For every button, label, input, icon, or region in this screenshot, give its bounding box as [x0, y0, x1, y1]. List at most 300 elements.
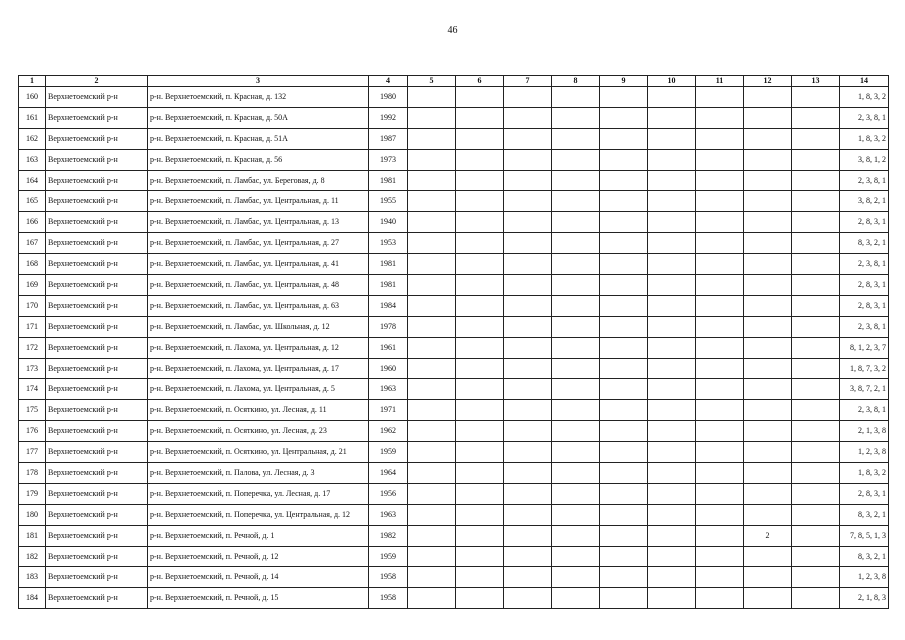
- table-cell-col-10: [648, 128, 696, 149]
- table-cell-col-5: [408, 442, 456, 463]
- table-cell-col-8: [552, 442, 600, 463]
- table-body: [19, 87, 889, 609]
- table-cell-col-5: [408, 358, 456, 379]
- table-cell-col-1: 167: [19, 233, 46, 254]
- table-cell-col-12: [744, 212, 792, 233]
- table-cell-col-5: [408, 233, 456, 254]
- table-cell-col-9: [600, 191, 648, 212]
- table-cell-col-8: [552, 316, 600, 337]
- table-row: [19, 149, 889, 170]
- table-cell-col-7: [504, 588, 552, 609]
- table-row: [19, 295, 889, 316]
- table-cell-col-2: Верхнетоемский р-н: [46, 87, 148, 108]
- table-cell-col-8: [552, 128, 600, 149]
- table-cell-col-1: 168: [19, 254, 46, 275]
- table-cell-col-5: [408, 191, 456, 212]
- table-cell-col-13: [792, 149, 840, 170]
- table-cell-col-6: [456, 107, 504, 128]
- table-cell-col-11: [696, 107, 744, 128]
- table-row: [19, 275, 889, 296]
- table-cell-col-3: р-н. Верхнетоемский, п. Красная, д. 132: [148, 87, 369, 108]
- column-header-8: 8: [552, 76, 600, 87]
- table-cell-col-12: [744, 191, 792, 212]
- table-row: [19, 337, 889, 358]
- table-cell-col-7: [504, 275, 552, 296]
- table-cell-col-3: р-н. Верхнетоемский, п. Ламбас, ул. Центральная, д. 48: [148, 275, 369, 296]
- table-cell-col-10: [648, 87, 696, 108]
- table-cell-col-1: 177: [19, 442, 46, 463]
- table-cell-col-14: 2, 3, 8, 1: [840, 170, 889, 191]
- table-cell-col-7: [504, 295, 552, 316]
- table-cell-col-7: [504, 170, 552, 191]
- table-cell-col-1: 181: [19, 525, 46, 546]
- table-cell-col-8: [552, 170, 600, 191]
- table-cell-col-10: [648, 483, 696, 504]
- table-cell-col-4: 1940: [369, 212, 408, 233]
- table-cell-col-14: 2, 3, 8, 1: [840, 400, 889, 421]
- table-cell-col-12: [744, 567, 792, 588]
- table-cell-col-1: 180: [19, 504, 46, 525]
- table-cell-col-6: [456, 588, 504, 609]
- table-cell-col-5: [408, 87, 456, 108]
- table-cell-col-13: [792, 275, 840, 296]
- table-cell-col-1: 163: [19, 149, 46, 170]
- table-cell-col-9: [600, 588, 648, 609]
- header-row: [19, 76, 889, 87]
- table-row: [19, 358, 889, 379]
- table-cell-col-2: Верхнетоемский р-н: [46, 588, 148, 609]
- table-cell-col-14: 8, 1, 2, 3, 7: [840, 337, 889, 358]
- table-cell-col-1: 164: [19, 170, 46, 191]
- table-cell-col-11: [696, 588, 744, 609]
- table-cell-col-4: 1961: [369, 337, 408, 358]
- table-cell-col-11: [696, 170, 744, 191]
- table-cell-col-12: [744, 379, 792, 400]
- table-cell-col-13: [792, 379, 840, 400]
- table-cell-col-8: [552, 149, 600, 170]
- table-cell-col-13: [792, 87, 840, 108]
- table-cell-col-4: 1959: [369, 546, 408, 567]
- table-cell-col-12: [744, 275, 792, 296]
- table-cell-col-13: [792, 567, 840, 588]
- table-cell-col-3: р-н. Верхнетоемский, п. Красная, д. 51А: [148, 128, 369, 149]
- table-cell-col-11: [696, 421, 744, 442]
- table-cell-col-10: [648, 191, 696, 212]
- table-cell-col-2: Верхнетоемский р-н: [46, 463, 148, 484]
- table-row: [19, 379, 889, 400]
- table-cell-col-3: р-н. Верхнетоемский, п. Поперечка, ул. Лесная, д. 17: [148, 483, 369, 504]
- table-cell-col-9: [600, 546, 648, 567]
- table-cell-col-2: Верхнетоемский р-н: [46, 149, 148, 170]
- column-header-7: 7: [504, 76, 552, 87]
- table-cell-col-12: [744, 463, 792, 484]
- column-header-6: 6: [456, 76, 504, 87]
- table-cell-col-3: р-н. Верхнетоемский, п. Речной, д. 12: [148, 546, 369, 567]
- table-cell-col-3: р-н. Верхнетоемский, п. Ламбас, ул. Центральная, д. 63: [148, 295, 369, 316]
- table-cell-col-4: 1962: [369, 421, 408, 442]
- table-cell-col-2: Верхнетоемский р-н: [46, 316, 148, 337]
- table-cell-col-8: [552, 295, 600, 316]
- table-cell-col-14: 2, 3, 8, 1: [840, 316, 889, 337]
- table-cell-col-7: [504, 212, 552, 233]
- table-row: [19, 400, 889, 421]
- table-cell-col-4: 1992: [369, 107, 408, 128]
- table-cell-col-10: [648, 358, 696, 379]
- table-cell-col-11: [696, 504, 744, 525]
- column-header-5: 5: [408, 76, 456, 87]
- table-cell-col-2: Верхнетоемский р-н: [46, 400, 148, 421]
- table-cell-col-6: [456, 87, 504, 108]
- table-cell-col-6: [456, 567, 504, 588]
- table-cell-col-13: [792, 463, 840, 484]
- table-cell-col-5: [408, 149, 456, 170]
- table-cell-col-10: [648, 337, 696, 358]
- table-cell-col-9: [600, 87, 648, 108]
- table-cell-col-5: [408, 546, 456, 567]
- table-cell-col-14: 7, 8, 5, 1, 3: [840, 525, 889, 546]
- table-cell-col-3: р-н. Верхнетоемский, п. Ламбас, ул. Центральная, д. 27: [148, 233, 369, 254]
- table-cell-col-11: [696, 316, 744, 337]
- table-cell-col-10: [648, 233, 696, 254]
- table-cell-col-12: [744, 295, 792, 316]
- table-cell-col-6: [456, 525, 504, 546]
- table-cell-col-8: [552, 212, 600, 233]
- table-cell-col-3: р-н. Верхнетоемский, п. Осяткино, ул. Лесная, д. 11: [148, 400, 369, 421]
- table-cell-col-2: Верхнетоемский р-н: [46, 191, 148, 212]
- table-cell-col-10: [648, 525, 696, 546]
- table-cell-col-9: [600, 275, 648, 296]
- table-cell-col-14: 1, 2, 3, 8: [840, 442, 889, 463]
- table-cell-col-1: 179: [19, 483, 46, 504]
- table-cell-col-10: [648, 379, 696, 400]
- table-row: [19, 463, 889, 484]
- table-cell-col-14: 1, 8, 3, 2: [840, 128, 889, 149]
- table-cell-col-4: 1956: [369, 483, 408, 504]
- table-cell-col-11: [696, 212, 744, 233]
- table-cell-col-11: [696, 463, 744, 484]
- table-row: [19, 191, 889, 212]
- table-cell-col-3: р-н. Верхнетоемский, п. Осяткино, ул. Лесная, д. 23: [148, 421, 369, 442]
- table-cell-col-8: [552, 107, 600, 128]
- table-cell-col-3: р-н. Верхнетоемский, п. Речной, д. 15: [148, 588, 369, 609]
- table-cell-col-1: 184: [19, 588, 46, 609]
- table-cell-col-8: [552, 254, 600, 275]
- table-cell-col-4: 1981: [369, 254, 408, 275]
- table-cell-col-12: [744, 128, 792, 149]
- table-cell-col-7: [504, 483, 552, 504]
- table-cell-col-5: [408, 254, 456, 275]
- table-cell-col-10: [648, 463, 696, 484]
- table-cell-col-4: 1958: [369, 588, 408, 609]
- table-cell-col-4: 1980: [369, 87, 408, 108]
- table-cell-col-2: Верхнетоемский р-н: [46, 212, 148, 233]
- table-cell-col-4: 1978: [369, 316, 408, 337]
- table-cell-col-6: [456, 483, 504, 504]
- table-cell-col-8: [552, 483, 600, 504]
- table-cell-col-11: [696, 233, 744, 254]
- table-cell-col-1: 182: [19, 546, 46, 567]
- table-cell-col-12: [744, 107, 792, 128]
- table-cell-col-10: [648, 504, 696, 525]
- table-cell-col-7: [504, 254, 552, 275]
- table-cell-col-1: 162: [19, 128, 46, 149]
- table-cell-col-1: 160: [19, 87, 46, 108]
- table-cell-col-13: [792, 128, 840, 149]
- table-cell-col-11: [696, 525, 744, 546]
- table-cell-col-2: Верхнетоемский р-н: [46, 170, 148, 191]
- table-cell-col-13: [792, 358, 840, 379]
- table-cell-col-8: [552, 337, 600, 358]
- table-cell-col-8: [552, 358, 600, 379]
- table-cell-col-5: [408, 379, 456, 400]
- column-header-1: 1: [19, 76, 46, 87]
- table-cell-col-1: 183: [19, 567, 46, 588]
- table-cell-col-11: [696, 149, 744, 170]
- table-cell-col-12: [744, 337, 792, 358]
- table-cell-col-10: [648, 588, 696, 609]
- table-cell-col-1: 174: [19, 379, 46, 400]
- table-cell-col-14: 2, 8, 3, 1: [840, 483, 889, 504]
- table-cell-col-2: Верхнетоемский р-н: [46, 525, 148, 546]
- table-cell-col-1: 172: [19, 337, 46, 358]
- table-cell-col-14: 3, 8, 2, 1: [840, 191, 889, 212]
- column-header-14: 14: [840, 76, 889, 87]
- table-cell-col-14: 2, 3, 8, 1: [840, 107, 889, 128]
- column-header-10: 10: [648, 76, 696, 87]
- table-cell-col-12: [744, 233, 792, 254]
- table-cell-col-14: 3, 8, 1, 2: [840, 149, 889, 170]
- table-cell-col-9: [600, 504, 648, 525]
- table-cell-col-7: [504, 107, 552, 128]
- table-cell-col-13: [792, 546, 840, 567]
- table-cell-col-10: [648, 254, 696, 275]
- table-cell-col-7: [504, 337, 552, 358]
- table-cell-col-7: [504, 149, 552, 170]
- table-cell-col-7: [504, 128, 552, 149]
- table-cell-col-8: [552, 191, 600, 212]
- table-cell-col-6: [456, 233, 504, 254]
- table-cell-col-13: [792, 442, 840, 463]
- table-cell-col-9: [600, 463, 648, 484]
- table-cell-col-7: [504, 87, 552, 108]
- table-cell-col-12: [744, 504, 792, 525]
- table-cell-col-2: Верхнетоемский р-н: [46, 442, 148, 463]
- table-cell-col-4: 1958: [369, 567, 408, 588]
- table-cell-col-9: [600, 107, 648, 128]
- table-cell-col-9: [600, 128, 648, 149]
- table-cell-col-14: 3, 8, 7, 2, 1: [840, 379, 889, 400]
- table-cell-col-2: Верхнетоемский р-н: [46, 483, 148, 504]
- table-cell-col-3: р-н. Верхнетоемский, п. Лахома, ул. Центральная, д. 17: [148, 358, 369, 379]
- table-cell-col-9: [600, 170, 648, 191]
- table-cell-col-5: [408, 275, 456, 296]
- table-cell-col-11: [696, 358, 744, 379]
- table-cell-col-13: [792, 504, 840, 525]
- table-cell-col-11: [696, 295, 744, 316]
- table-cell-col-9: [600, 400, 648, 421]
- table-cell-col-4: 1971: [369, 400, 408, 421]
- table-cell-col-2: Верхнетоемский р-н: [46, 546, 148, 567]
- table-cell-col-6: [456, 212, 504, 233]
- table-cell-col-13: [792, 525, 840, 546]
- data-table: [18, 75, 889, 609]
- table-cell-col-2: Верхнетоемский р-н: [46, 337, 148, 358]
- table-cell-col-6: [456, 149, 504, 170]
- table-cell-col-12: [744, 421, 792, 442]
- table-row: [19, 128, 889, 149]
- column-header-13: 13: [792, 76, 840, 87]
- table-row: [19, 567, 889, 588]
- table-cell-col-1: 161: [19, 107, 46, 128]
- table-cell-col-14: 8, 3, 2, 1: [840, 546, 889, 567]
- table-cell-col-1: 170: [19, 295, 46, 316]
- table-cell-col-5: [408, 483, 456, 504]
- table-cell-col-3: р-н. Верхнетоемский, п. Ламбас, ул. Центральная, д. 41: [148, 254, 369, 275]
- table-cell-col-14: 2, 8, 3, 1: [840, 275, 889, 296]
- table-cell-col-5: [408, 421, 456, 442]
- table-cell-col-5: [408, 295, 456, 316]
- table-cell-col-2: Верхнетоемский р-н: [46, 107, 148, 128]
- table-cell-col-11: [696, 379, 744, 400]
- table-cell-col-2: Верхнетоемский р-н: [46, 295, 148, 316]
- table-cell-col-14: 2, 3, 8, 1: [840, 254, 889, 275]
- table-cell-col-13: [792, 107, 840, 128]
- table-cell-col-3: р-н. Верхнетоемский, п. Ламбас, ул. Береговая, д. 8: [148, 170, 369, 191]
- table-cell-col-10: [648, 107, 696, 128]
- table-cell-col-3: р-н. Верхнетоемский, п. Красная, д. 50А: [148, 107, 369, 128]
- table-cell-col-9: [600, 525, 648, 546]
- table-cell-col-12: [744, 87, 792, 108]
- table-cell-col-6: [456, 379, 504, 400]
- table-cell-col-5: [408, 588, 456, 609]
- table-cell-col-3: р-н. Верхнетоемский, п. Осяткино, ул. Центральная, д. 21: [148, 442, 369, 463]
- table-row: [19, 421, 889, 442]
- table-cell-col-2: Верхнетоемский р-н: [46, 504, 148, 525]
- table-cell-col-5: [408, 212, 456, 233]
- table-cell-col-2: Верхнетоемский р-н: [46, 358, 148, 379]
- table-cell-col-7: [504, 316, 552, 337]
- table-cell-col-13: [792, 337, 840, 358]
- table-cell-col-10: [648, 295, 696, 316]
- table-cell-col-9: [600, 233, 648, 254]
- table-cell-col-3: р-н. Верхнетоемский, п. Ламбас, ул. Школьная, д. 12: [148, 316, 369, 337]
- table-cell-col-10: [648, 546, 696, 567]
- table-cell-col-12: [744, 149, 792, 170]
- table-cell-col-10: [648, 400, 696, 421]
- table-cell-col-7: [504, 233, 552, 254]
- table-cell-col-4: 1984: [369, 295, 408, 316]
- table-cell-col-5: [408, 128, 456, 149]
- table-row: [19, 525, 889, 546]
- table-cell-col-4: 1960: [369, 358, 408, 379]
- table-cell-col-12: [744, 546, 792, 567]
- table-cell-col-6: [456, 546, 504, 567]
- table-cell-col-8: [552, 463, 600, 484]
- table-cell-col-6: [456, 442, 504, 463]
- table-cell-col-14: 2, 8, 3, 1: [840, 212, 889, 233]
- table-cell-col-2: Верхнетоемский р-н: [46, 275, 148, 296]
- table-cell-col-1: 175: [19, 400, 46, 421]
- table-row: [19, 442, 889, 463]
- table-row: [19, 212, 889, 233]
- table-cell-col-2: Верхнетоемский р-н: [46, 421, 148, 442]
- table-cell-col-14: 2, 1, 8, 3: [840, 588, 889, 609]
- table-cell-col-12: [744, 483, 792, 504]
- table-cell-col-12: [744, 316, 792, 337]
- table-cell-col-14: 1, 8, 7, 3, 2: [840, 358, 889, 379]
- table-cell-col-9: [600, 358, 648, 379]
- table-cell-col-4: 1963: [369, 504, 408, 525]
- table-cell-col-13: [792, 191, 840, 212]
- table-cell-col-6: [456, 316, 504, 337]
- table-cell-col-13: [792, 400, 840, 421]
- table-cell-col-5: [408, 337, 456, 358]
- table-row: [19, 170, 889, 191]
- table-cell-col-1: 169: [19, 275, 46, 296]
- table-cell-col-9: [600, 295, 648, 316]
- table-cell-col-1: 176: [19, 421, 46, 442]
- table-cell-col-4: 1981: [369, 275, 408, 296]
- table-cell-col-1: 178: [19, 463, 46, 484]
- table-cell-col-7: [504, 379, 552, 400]
- table-cell-col-10: [648, 170, 696, 191]
- column-header-4: 4: [369, 76, 408, 87]
- table-cell-col-8: [552, 87, 600, 108]
- table-cell-col-13: [792, 170, 840, 191]
- table-cell-col-13: [792, 295, 840, 316]
- table-cell-col-13: [792, 421, 840, 442]
- column-header-2: 2: [46, 76, 148, 87]
- table-cell-col-7: [504, 525, 552, 546]
- table-cell-col-11: [696, 254, 744, 275]
- table-cell-col-13: [792, 254, 840, 275]
- table-cell-col-11: [696, 191, 744, 212]
- table-cell-col-14: 1, 8, 3, 2: [840, 87, 889, 108]
- table-cell-col-11: [696, 546, 744, 567]
- table-cell-col-1: 173: [19, 358, 46, 379]
- table-cell-col-7: [504, 358, 552, 379]
- table-cell-col-5: [408, 463, 456, 484]
- table-cell-col-11: [696, 337, 744, 358]
- table-cell-col-9: [600, 442, 648, 463]
- table-cell-col-5: [408, 170, 456, 191]
- table-cell-col-1: 165: [19, 191, 46, 212]
- table-cell-col-12: [744, 400, 792, 421]
- table-cell-col-13: [792, 483, 840, 504]
- table-row: [19, 233, 889, 254]
- table-cell-col-6: [456, 337, 504, 358]
- table-cell-col-4: 1953: [369, 233, 408, 254]
- table-cell-col-13: [792, 233, 840, 254]
- table-row: [19, 107, 889, 128]
- table-cell-col-2: Верхнетоемский р-н: [46, 233, 148, 254]
- table-cell-col-11: [696, 400, 744, 421]
- table-row: [19, 316, 889, 337]
- table-cell-col-4: 1982: [369, 525, 408, 546]
- table-cell-col-9: [600, 379, 648, 400]
- table-cell-col-9: [600, 316, 648, 337]
- table-cell-col-4: 1987: [369, 128, 408, 149]
- table-cell-col-3: р-н. Верхнетоемский, п. Красная, д. 56: [148, 149, 369, 170]
- table-cell-col-9: [600, 254, 648, 275]
- table-cell-col-7: [504, 567, 552, 588]
- table-cell-col-5: [408, 567, 456, 588]
- column-header-12: 12: [744, 76, 792, 87]
- table-cell-col-3: р-н. Верхнетоемский, п. Поперечка, ул. Центральная, д. 12: [148, 504, 369, 525]
- table-cell-col-8: [552, 588, 600, 609]
- table-cell-col-1: 166: [19, 212, 46, 233]
- table-cell-col-5: [408, 504, 456, 525]
